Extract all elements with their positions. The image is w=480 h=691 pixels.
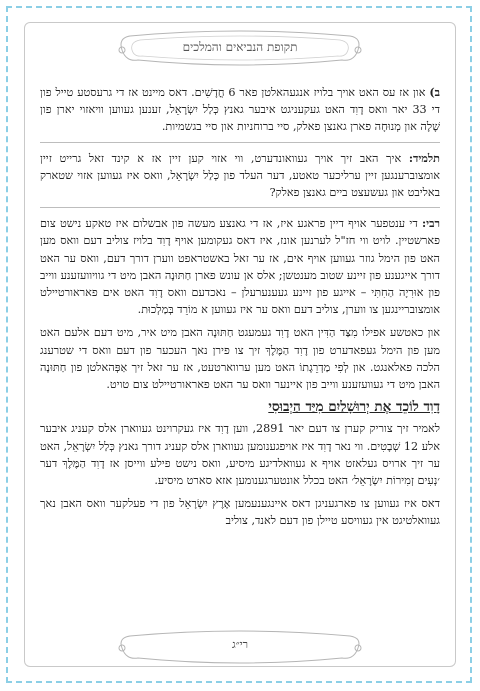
page-number: רי״ג xyxy=(231,638,249,651)
paragraph-text: און אז עס האט אויך בלויז אנגעהאלטן פאר 6 חֳדָשִׁים. דאס מיינט אז די גרעסטע טייל פון די 33 יאר וואס דָוִד האט געקעניגט איבער גאנץ כְּלַל יִשְׂרָאֵל, זענען געווען וויאזוי יארן פון שָׁלָה און מְנוּחָה פארן גאנצן פאלק, סיי ברוחניות און סיי בגשמיות. xyxy=(40,86,441,134)
header-ornament xyxy=(110,30,370,68)
footer-ornament xyxy=(110,626,370,666)
paragraph-text: און כאטשע אפילו מִצַּד הַדִּין האט דָוִד געמעגט חַתּוּנָה האבן מיט איר, מיט דעם אלעם האט מען פון הימל געפאדערט פון דָוִד הַמֶּלֶךְ זיך צו פירן נאך העכער פון דעם וואס די שטרענג הלכה פאלאנגט. און לְפִי מַדְרֵגָתוֹ האט מען ערווארטעט, אז ער זאל זיך אַפְּהאלטן פון חַתּוּנָה האבן מיט די געוועזענע ווייב פון איינער וואס ער האט פאראורטיילט צום טויט. xyxy=(40,326,440,392)
paragraph-3 xyxy=(40,215,440,318)
paragraph-text: איך האב זיך אויך געוואונדערט, ווי אזוי קען זיין אז א קינד זאל גרייט זיין אומצוברענגען זיין ערליכער טאטע, דער העלד פון כְּלַל יִשְׂרָאֵל, וואס איז געווען אזוי שטארק באליבט און געשעצט ביים גאנצן פאלק? xyxy=(40,151,440,200)
paragraph-4 xyxy=(40,324,440,393)
speaker-label: תלמיד: xyxy=(408,150,440,165)
main-text xyxy=(40,84,440,536)
section-paragraph-1: לאמיר זיך צוריק קערן צו דעם יאר 2891, ווען דָוִד איז געקרוינט געווארן אלס קעניג איבער אלע 12 שְׁבָטִים. ווי נאר דָוִד איז אויפגענומען געווארן אלס קעניג דורך גאנץ כְּלַל יִשְׂרָאֵל, האט ער זיך ארויס געלאזט אויף א געוואלדיגע מיסיע, וואס נישט פילע ווייסן אז דָוִד הַמֶּלֶךְ דער ׳נְעִים זְמִירוֹת יִשְׂרָאֵל׳ האט בכלל אונטערגענומען אזא סארט מיסיע. xyxy=(40,422,440,488)
running-header: תקופת הנביאים והמלכים xyxy=(182,40,298,54)
paragraph-label: ב) xyxy=(429,85,440,99)
paragraph-1 xyxy=(40,84,440,136)
paragraph-text: די ענטפער אויף דיין פראגע איז, אז די גאנצע מעשה פון אבשלום איז טאקע נישט צום פארשטיין. לויט ווי חז"ל לערנען אונז, איז דאס געקומען אויף דָוִד בלויז צוליב דעם וואס מען האט פון הימל גוזר געווען אויף אים, אז ער זאל באשטראפט ווערן דורך דעם, וואס ער האט דורך אייגענע פון זיינע שטוב מענטשן; אלס אן עונש פארן חַתּוּנָה האבן מיט די גוויוועזענע ווייב פון אוּרִיָה הַחִתִּי – אייגע פון זיינע געענערעלן – נאכדעם וואס דָוִד האט אים פאראורטיילט אומצובריינגען צו ווערן, צוליב דעם וואס ער איז געווען א מוֹרֵד בְּמַלְכוּת. xyxy=(40,217,440,317)
speaker-label: רבי: xyxy=(422,216,440,231)
section-paragraph-2: דאס איז געווען צו פארגעניגן דאס איינגענעמען אֶרֶץ יִשְׂרָאֵל פון די פעלקער וואס האבן נאך געוואלטיגט אין געוויסע טיילן פון דעם לאנד, צוליב xyxy=(40,497,440,528)
divider xyxy=(40,142,440,143)
section-heading: דָוִד לוֹכֵד אֶת יְרוּשָׁלַיִם מִיַּד הַיְבוּסִי xyxy=(268,399,440,416)
divider xyxy=(40,207,440,208)
paragraph-2 xyxy=(40,150,440,202)
